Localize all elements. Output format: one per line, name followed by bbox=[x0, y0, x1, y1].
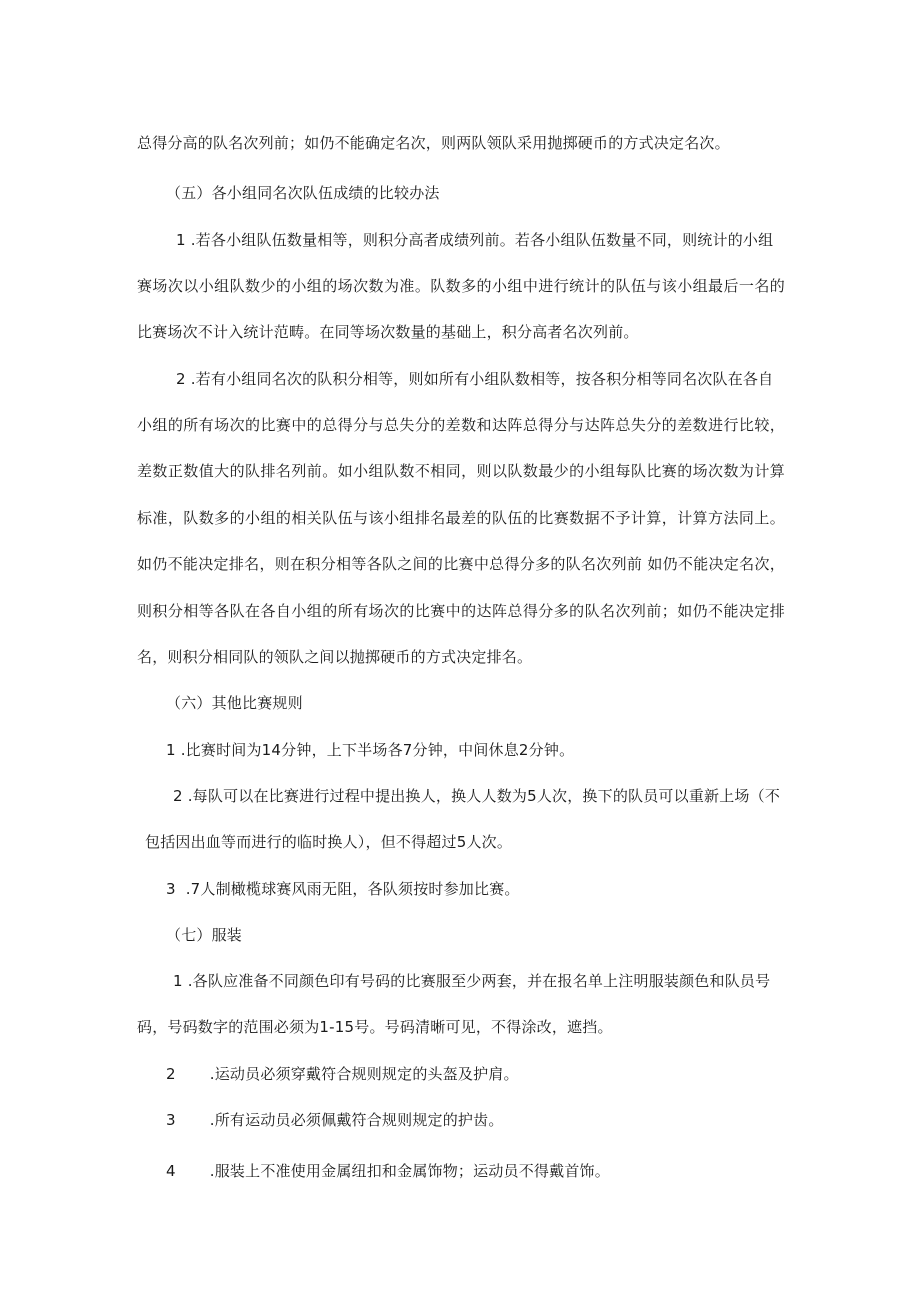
item-text: .运动员必须穿戴符合规则规定的头盔及护肩。 bbox=[209, 1065, 519, 1083]
item-number: 1 bbox=[166, 741, 176, 759]
paragraph-line: 比赛场次不计入统计范畴。在同等场次数量的基础上，积分高者名次列前。 bbox=[137, 323, 639, 341]
item-text: .每队可以在比赛进行过程中提出换人，换人人数为5人次，换下的队员可以重新上场（不 bbox=[187, 787, 781, 805]
list-item-line bbox=[173, 971, 770, 991]
list-item-line bbox=[166, 1110, 504, 1130]
paragraph-line: 如仍不能决定排名，则在积分相等各队之间的比赛中总得分多的队名次列前 如仍不能决定名次， bbox=[137, 555, 785, 573]
item-number: 3 bbox=[166, 1111, 176, 1129]
item-text: .若各小组队伍数量相等，则积分高者成绩列前。若各小组队伍数量不同，则统计的小组 bbox=[190, 231, 774, 249]
list-item-line bbox=[166, 879, 520, 899]
section-heading: （七）服装 bbox=[166, 926, 243, 944]
paragraph-line: 差数正数值大的队排名列前。如小组队数不相同，则以队数最少的小组每队比赛的场次数为计算 bbox=[137, 462, 785, 480]
section-heading: （六）其他比赛规则 bbox=[166, 694, 303, 712]
item-number: 2 bbox=[176, 370, 186, 388]
paragraph-line: 赛场次以小组队数少的小组的场次数为准。队数多的小组中进行统计的队伍与该小组最后一名的 bbox=[137, 277, 785, 295]
item-text: .各队应准备不同颜色印有号码的比赛服至少两套，并在报名单上注明服装颜色和队员号 bbox=[187, 972, 771, 990]
paragraph-line: 小组的所有场次的比赛中的总得分与总失分的差数和达阵总得分与达阵总失分的差数进行比较， bbox=[137, 416, 785, 434]
item-text: .若有小组同名次的队积分相等，则如所有小组队数相等，按各积分相等同名次队在各自 bbox=[190, 370, 774, 388]
section-heading: （五）各小组同名次队伍成绩的比较办法 bbox=[166, 184, 440, 202]
item-text: .比赛时间为14分钟，上下半场各7分钟，中间休息2分钟。 bbox=[180, 741, 575, 759]
paragraph-line: 则积分相等各队在各自小组的所有场次的比赛中的达阵总得分多的队名次列前；如仍不能决定排 bbox=[137, 602, 785, 620]
list-item-line bbox=[166, 1064, 519, 1084]
item-number: 2 bbox=[166, 1065, 176, 1083]
list-item-line bbox=[176, 369, 773, 389]
list-item-line bbox=[176, 230, 773, 250]
item-text: .服装上不准使用金属纽扣和金属饰物；运动员不得戴首饰。 bbox=[209, 1162, 610, 1180]
item-number: 1 bbox=[173, 972, 183, 990]
list-item-line bbox=[173, 786, 780, 806]
item-number: 1 bbox=[176, 231, 186, 249]
paragraph-line: 标准，队数多的小组的相关队伍与该小组排名最差的队伍的比赛数据不予计算，计算方法同上。 bbox=[137, 509, 785, 527]
item-number: 3 bbox=[166, 880, 176, 898]
paragraph-line: 码，号码数字的范围必须为1-15号。号码清晰可见，不得涂改，遮挡。 bbox=[137, 1018, 613, 1036]
item-number: 4 bbox=[166, 1162, 176, 1180]
paragraph-line: 总得分高的队名次列前；如仍不能确定名次，则两队领队采用抛掷硬币的方式决定名次。 bbox=[137, 134, 730, 152]
item-text: .所有运动员必须佩戴符合规则规定的护齿。 bbox=[209, 1111, 504, 1129]
item-number: 2 bbox=[173, 787, 183, 805]
list-item-line bbox=[166, 740, 574, 760]
paragraph-line: 名，则积分相同队的领队之间以抛掷硬币的方式决定排名。 bbox=[137, 648, 533, 666]
paragraph-line: 包括因出血等而进行的临时换人），但不得超过5人次。 bbox=[145, 833, 513, 851]
item-text: .7人制橄榄球赛风雨无阻，各队须按时参加比赛。 bbox=[185, 880, 520, 898]
list-item-line bbox=[166, 1161, 610, 1181]
